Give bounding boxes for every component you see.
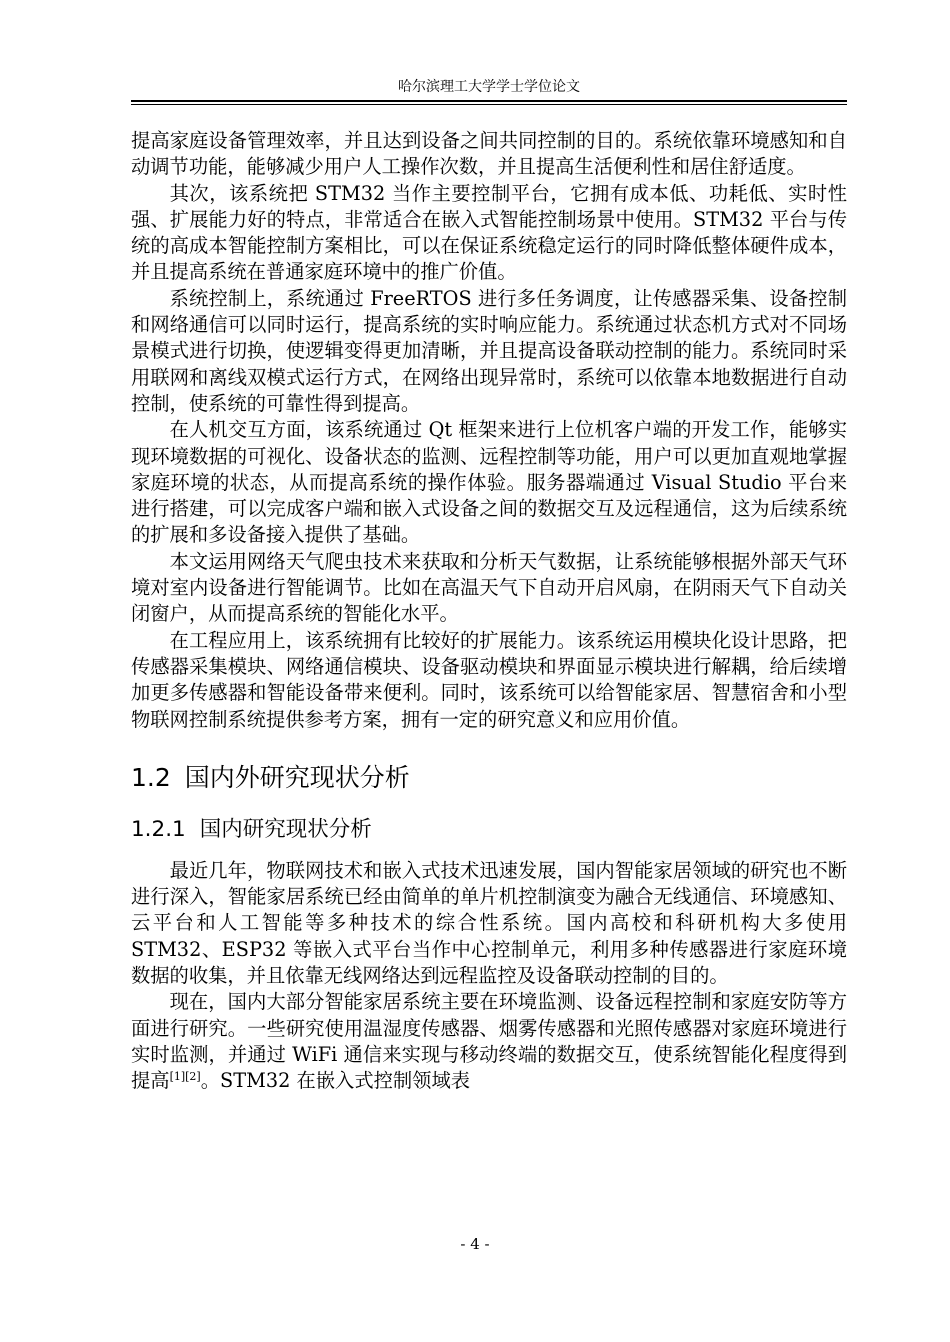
paragraph: 系统控制上，系统通过 FreeRTOS 进行多任务调度，让传感器采集、设备控制和网络通信可以同时运行，提高系统的实时响应能力。系统通过状态机方式对不同场景模式进行切换，使逻辑变得更加清晰，并且提高设备联动控制的能力。系统同时采用联网和离线双模式运行方式，在网络出现异常时，系统可以依靠本地数据进行自动控制，使系统的可靠性得到提高。: [131, 286, 847, 415]
subsection-heading: [131, 815, 847, 845]
section-number: 1.2: [131, 762, 171, 792]
header-rule-thin: [131, 104, 847, 105]
page-number: - 4 -: [460, 1235, 490, 1253]
paragraph: 最近几年，物联网技术和嵌入式技术迅速发展，国内智能家居领域的研究也不断进行深入，智能家居系统已经由简单的单片机控制演变为融合无线通信、环境感知、云平台和人工智能等多种技术的综合性系统。国内高校和科研机构大多使用 STM32、ESP32 等嵌入式平台当作中心控制单元，利用多种传感器进行家庭环境数据的收集，并且依靠无线网络达到远程监控及设备联动控制的目的。: [131, 858, 847, 988]
paragraph-with-citation: [131, 989, 847, 1094]
paragraph: 本文运用网络天气爬虫技术来获取和分析天气数据，让系统能够根据外部天气环境对室内设备进行智能调节。比如在高温天气下自动开启风扇，在阴雨天气下自动关闭窗户，从而提高系统的智能化水平。: [131, 549, 847, 626]
paragraph-text: 现在，国内大部分智能家居系统主要在环境监测、设备远程控制和家庭安防等方面进行研究。一些研究使用温湿度传感器、烟雾传感器和光照传感器对家庭环境进行实时监测，并通过 WiFi 通信来实现与移动终端的数据交互，使系统智能化程度得到提高: [131, 990, 847, 1093]
body-text: [131, 128, 847, 1095]
section-heading: [131, 761, 847, 795]
citation-reference[interactable]: [1][2]: [169, 1070, 201, 1084]
subsection-number: 1.2.1: [131, 816, 186, 842]
paragraph-continued: 提高家庭设备管理效率，并且达到设备之间共同控制的目的。系统依靠环境感知和自动调节功能，能够减少用户人工操作次数，并且提高生活便利性和居住舒适度。: [131, 129, 847, 179]
running-header: 哈尔滨理工大学学士学位论文: [398, 79, 580, 95]
paragraph: 其次，该系统把 STM32 当作主要控制平台，它拥有成本低、功耗低、实时性强、扩展能力好的特点，非常适合在嵌入式智能控制场景中使用。STM32 平台与传统的高成本智能控制方案相比，可以在保证系统稳定运行的同时降低整体硬件成本，并且提高系统在普通家庭环境中的推广价值。: [131, 181, 847, 284]
header-rule-thick: [131, 100, 847, 102]
paragraph-text: 。STM32 在嵌入式控制领域表: [200, 1069, 471, 1093]
paragraph: 在人机交互方面，该系统通过 Qt 框架来进行上位机客户端的开发工作，能够实现环境数据的可视化、设备状态的监测、远程控制等功能，用户可以更加直观地掌握家庭环境的状态，从而提高系统的操作体验。服务器端通过 Visual Studio 平台来进行搭建，可以完成客户端和嵌入式设备之间的数据交互及远程通信，这为后续系统的扩展和多设备接入提供了基础。: [131, 418, 847, 547]
subsection-title: 国内研究现状分析: [199, 816, 372, 842]
paragraph: 在工程应用上，该系统拥有比较好的扩展能力。该系统运用模块化设计思路，把传感器采集模块、网络通信模块、设备驱动模块和界面显示模块进行解耦，给后续增加更多传感器和智能设备带来便利。同时，该系统可以给智能家居、智慧宿舍和小型物联网控制系统提供参考方案，拥有一定的研究意义和应用价值。: [131, 628, 847, 731]
section-title: 国内外研究现状分析: [184, 762, 410, 792]
